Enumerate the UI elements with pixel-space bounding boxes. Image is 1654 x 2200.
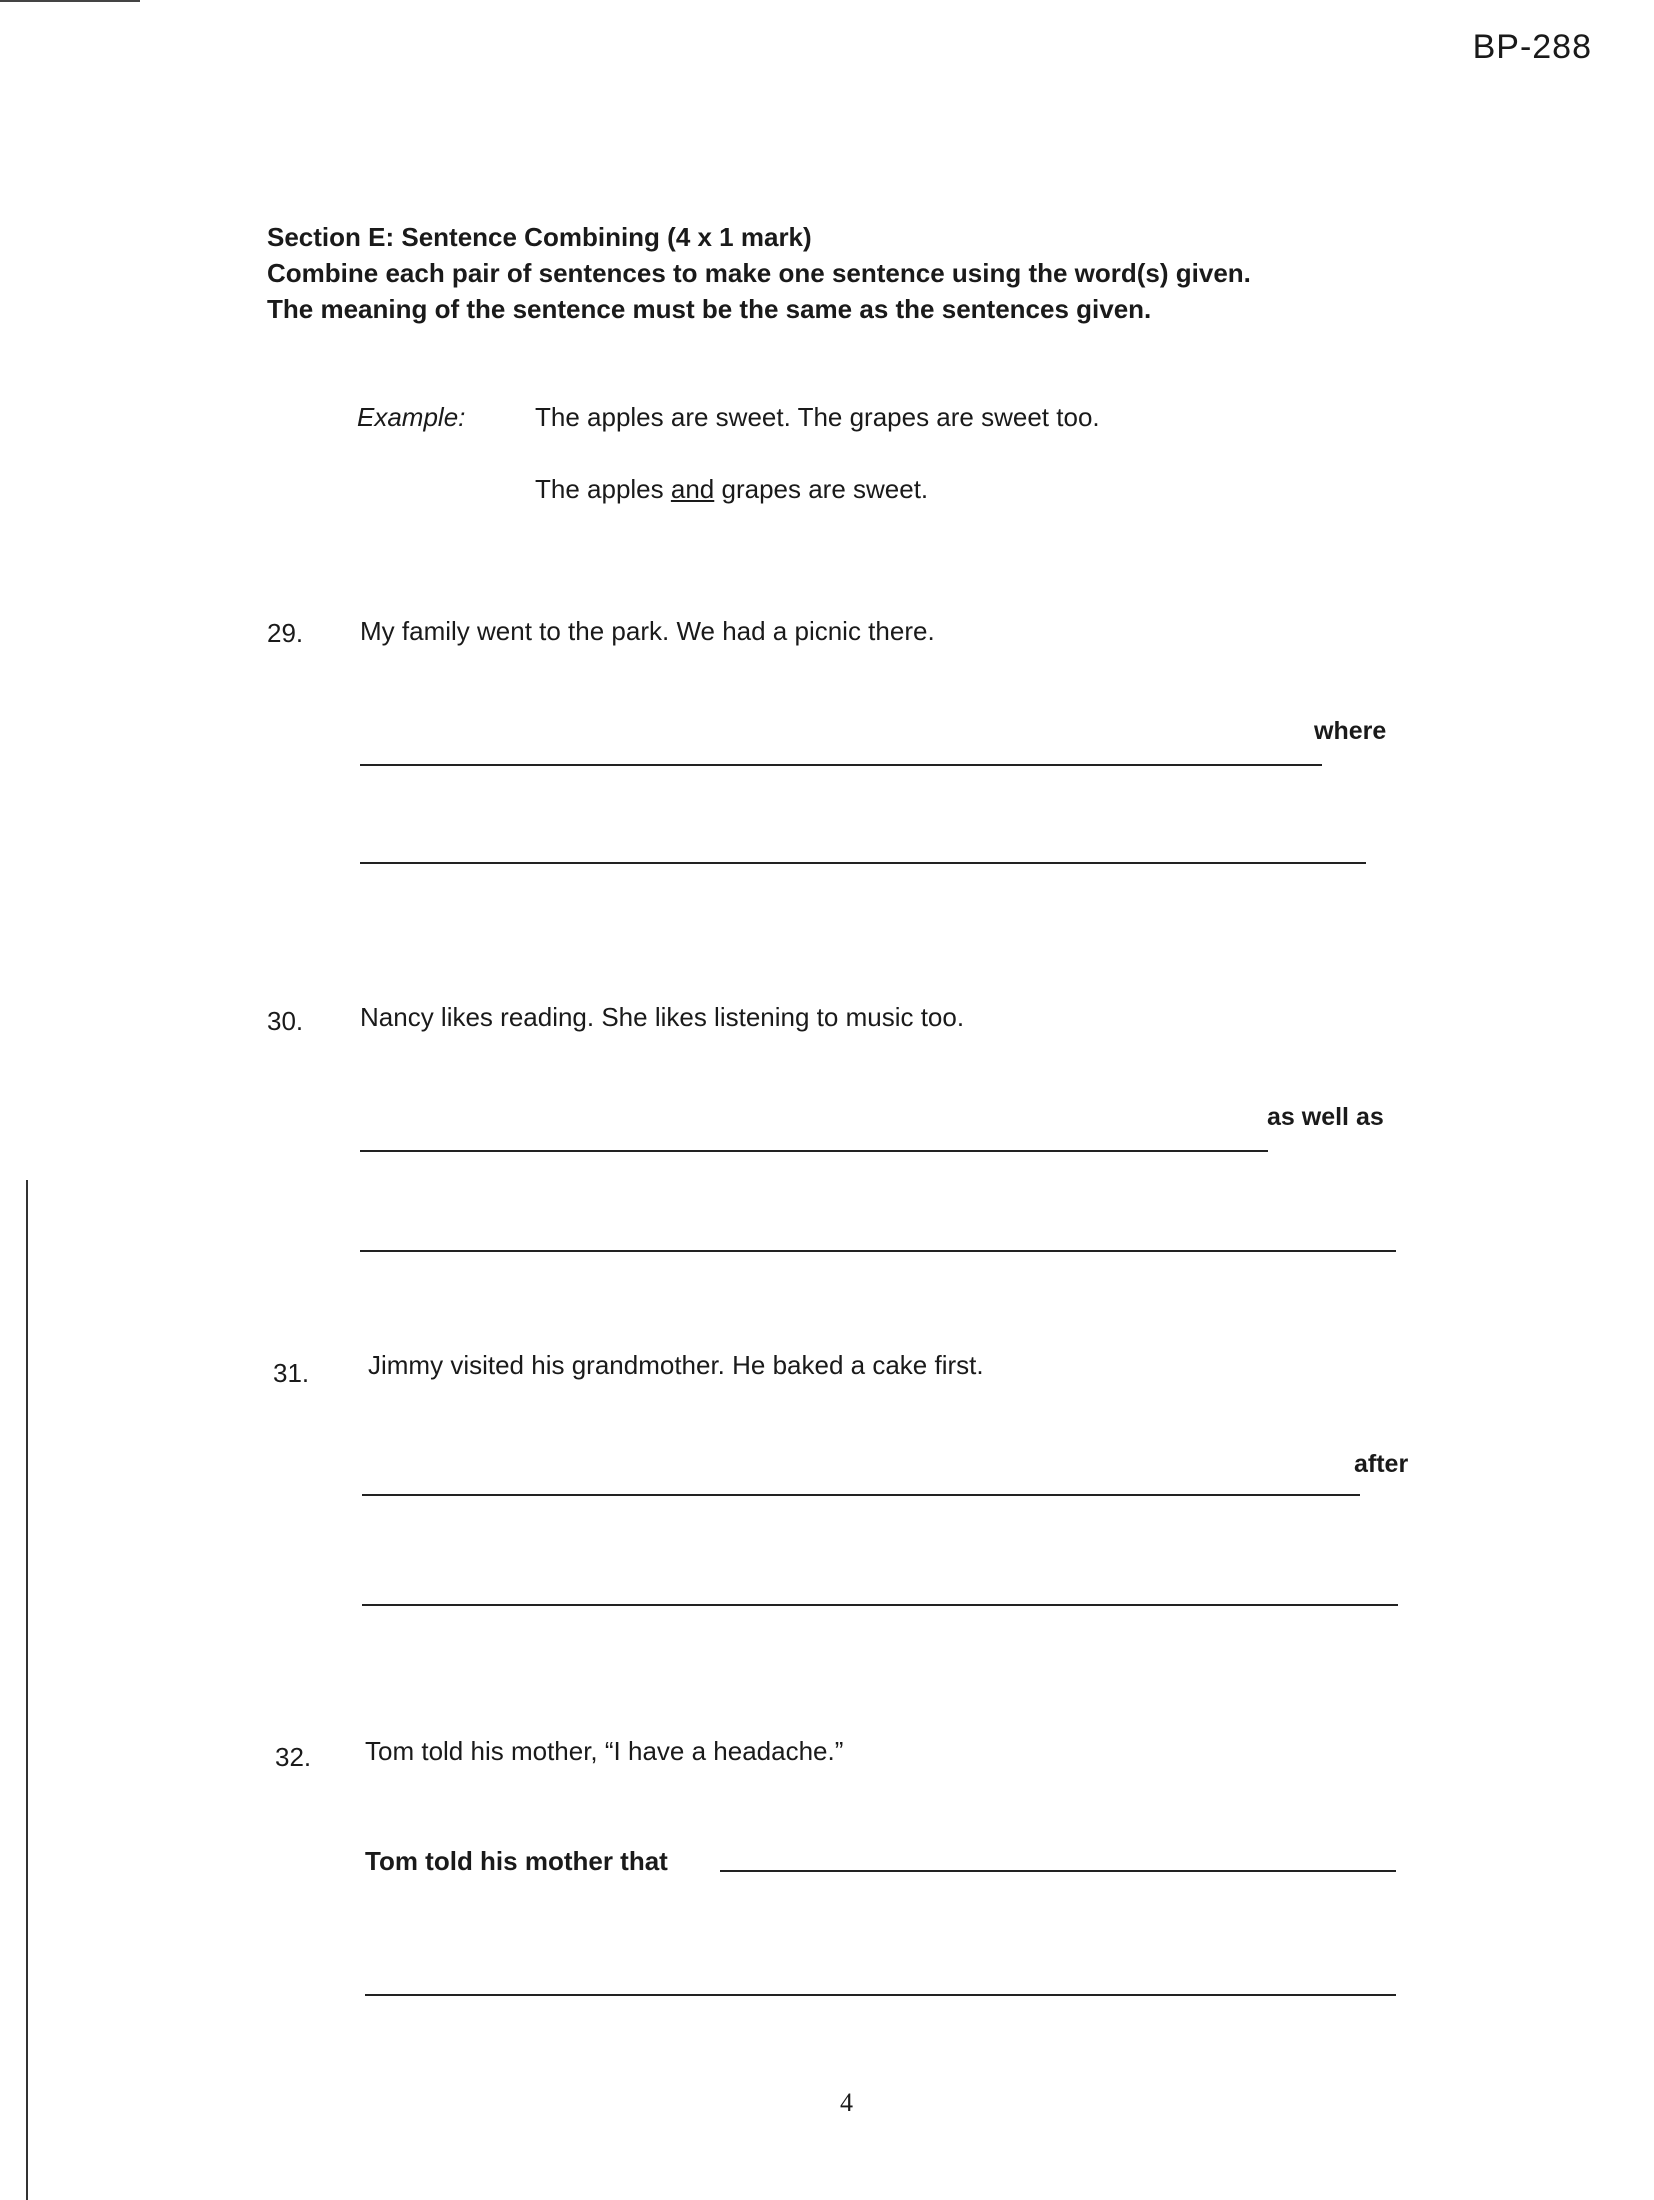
instruction-line-1: Combine each pair of sentences to make one sentence using the word(s) given. [267, 258, 1251, 288]
question-29-answer-line-2[interactable] [360, 862, 1366, 864]
instruction-line-2: The meaning of the sentence must be the same as the sentences given. [267, 294, 1152, 324]
example-answer [535, 474, 928, 505]
question-30-answer-line-2[interactable] [360, 1250, 1396, 1252]
question-29-number: 29. [267, 618, 304, 648]
question-29-text: My family went to the park. We had a picnic there. [360, 616, 935, 646]
question-30-text: Nancy likes reading. She likes listening to music too. [360, 1002, 965, 1032]
question-30-answer-line-1[interactable] [360, 1150, 1268, 1152]
question-32-answer-line-2[interactable] [365, 1994, 1396, 1996]
question-32-number: 32. [275, 1742, 312, 1772]
question-31-answer-line-1[interactable] [362, 1494, 1360, 1496]
example-sentence: The apples are sweet. The grapes are sweet too. [535, 402, 1100, 432]
example-answer-end: grapes are sweet. [714, 474, 929, 504]
question-32-starter: Tom told his mother that [365, 1846, 668, 1876]
example-label: Example: [357, 402, 466, 432]
document-code: BP-288 [1472, 28, 1592, 66]
question-30-keyword: as well as [1267, 1103, 1384, 1131]
scan-edge-top [0, 0, 140, 2]
question-29-keyword: where [1314, 717, 1387, 745]
page-number: 4 [840, 2088, 853, 2117]
example-answer-keyword: and [670, 474, 715, 504]
example-answer-start: The apples [535, 474, 671, 504]
question-30-number: 30. [267, 1006, 304, 1036]
question-31-keyword: after [1354, 1450, 1409, 1478]
question-31-number: 31. [273, 1358, 310, 1388]
question-32-text: Tom told his mother, “I have a headache.” [365, 1736, 844, 1766]
question-31-answer-line-2[interactable] [362, 1604, 1398, 1606]
question-32-answer-line-1[interactable] [720, 1870, 1396, 1872]
section-title: Section E: Sentence Combining (4 x 1 mark) [267, 222, 812, 252]
scan-edge-left [26, 1180, 28, 2200]
question-29-answer-line-1[interactable] [360, 764, 1322, 766]
question-31-text: Jimmy visited his grandmother. He baked a cake first. [368, 1350, 984, 1380]
